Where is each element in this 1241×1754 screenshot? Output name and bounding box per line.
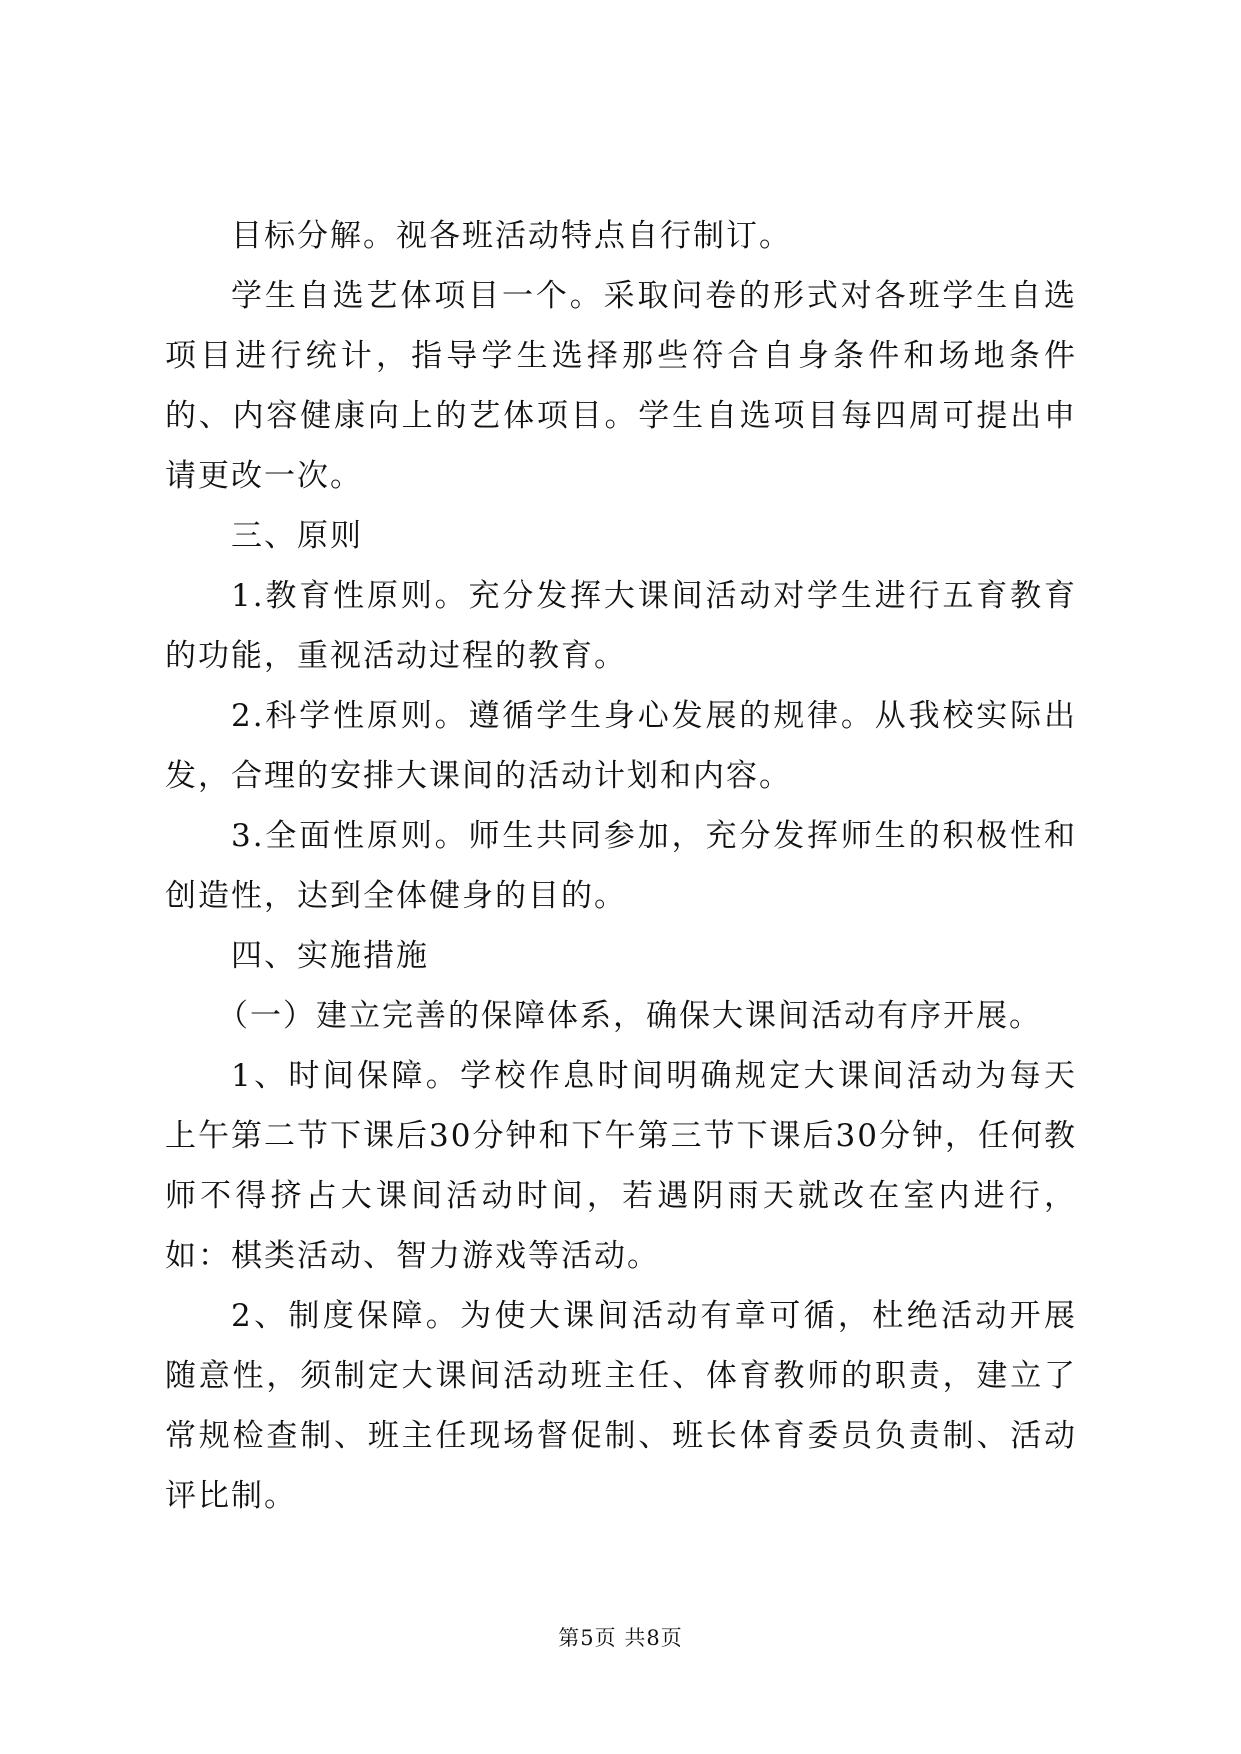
- document-body: [165, 206, 1077, 1526]
- paragraph-principle-comprehensive: 3.全面性原则。师生共同参加，充分发挥师生的积极性和创造性，达到全体健身的目的。: [165, 818, 1077, 914]
- paragraph-self-selected-projects: 学生自选艺体项目一个。采取问卷的形式对各班学生自选项目进行统计，指导学生选择那些符合自身条件和场地条件的、内容健康向上的艺体项目。学生自选项目每四周可提出申请更改一次。: [165, 278, 1077, 494]
- paragraph-principle-science: 2.科学性原则。遵循学生身心发展的规律。从我校实际出发，合理的安排大课间的活动计划和内容。: [165, 698, 1077, 794]
- paragraph-goal-breakdown: 目标分解。视各班活动特点自行制订。: [231, 218, 792, 254]
- paragraph-system-guarantee: 2、制度保障。为使大课间活动有章可循，杜绝活动开展随意性，须制定大课间活动班主任、体育教师的职责，建立了常规检查制、班主任现场督促制、班长体育委员负责制、活动评比制。: [165, 1298, 1077, 1514]
- heading-implementation-measures: 四、实施措施: [231, 938, 429, 974]
- paragraph-principle-education: 1.教育性原则。充分发挥大课间活动对学生进行五育教育的功能，重视活动过程的教育。: [165, 578, 1077, 674]
- page-number-footer: 第5页 共8页: [558, 1626, 683, 1650]
- heading-principles: 三、原则: [231, 518, 363, 554]
- subheading-guarantee-system: （一）建立完善的保障体系，确保大课间活动有序开展。: [217, 998, 1042, 1034]
- paragraph-time-guarantee: 1、时间保障。学校作息时间明确规定大课间活动为每天上午第二节下课后30分钟和下午第三节下课后30分钟，任何教师不得挤占大课间活动时间，若遇阴雨天就改在室内进行，如：棋类活动、智力游戏等活动。: [165, 1058, 1077, 1274]
